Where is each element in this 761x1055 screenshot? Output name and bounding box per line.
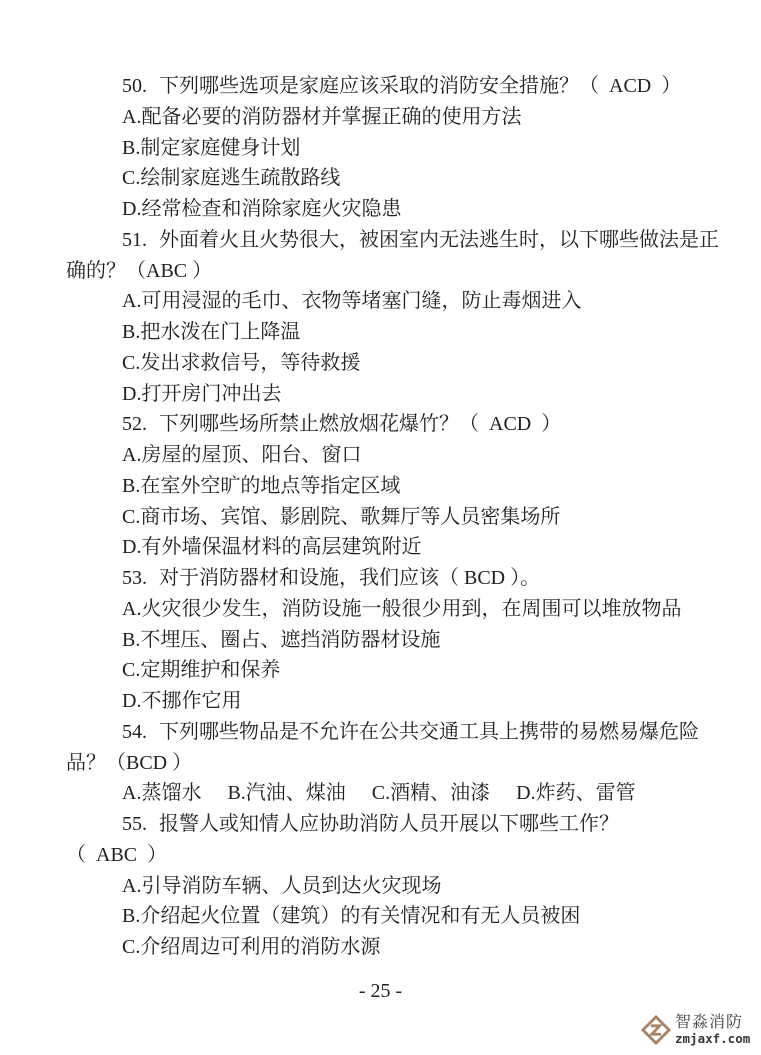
option-line: C.发出求救信号，等待救援: [122, 351, 361, 374]
question-stem-continuation: （ ABC ）: [66, 843, 168, 866]
question-block-54: [66, 717, 699, 809]
option-line: D.有外墙保温材料的高层建筑附近: [122, 536, 422, 559]
page-number: - 25 -: [358, 980, 403, 1002]
question-stem-text: 下列哪些物品是不允许在公共交通工具上携带的易燃易爆危险: [159, 720, 699, 743]
question-stem-text: 报警人或知情人应协助消防人员开展以下哪些工作？: [159, 813, 619, 835]
option-line: D.不挪作它用: [122, 690, 242, 712]
option-line: B.在室外空旷的地点等指定区域: [122, 474, 401, 497]
option-item: C.酒精、油漆: [371, 782, 491, 805]
question-number: 53.: [122, 567, 147, 589]
option-line: B.不埋压、圈占、遮挡消防器材设施: [122, 628, 441, 651]
option-line: A.可用浸湿的毛巾、衣物等堵塞门缝，防止毒烟进入: [122, 290, 582, 313]
option-line: C.绘制家庭逃生疏散路线: [122, 167, 341, 190]
brand-text: [675, 1014, 750, 1046]
option-item: D.炸药、雷管: [516, 782, 636, 805]
option-row: [66, 778, 695, 809]
question-stem: [66, 225, 719, 256]
option-line: A.引导消防车辆、人员到达火灾现场: [122, 874, 442, 897]
question-stem-text: 下列哪些选项是家庭应该采取的消防安全措施？（ ACD ）: [159, 75, 682, 97]
diamond-z-logo-icon: [641, 1014, 671, 1046]
question-number: 52.: [122, 413, 147, 436]
option-line: B.把水泼在门上降温: [122, 321, 301, 343]
brand-name: 智淼消防: [675, 1014, 744, 1031]
brand-site: zmjaxf.com: [675, 1031, 751, 1046]
option-line: C.定期维护和保养: [122, 659, 281, 682]
question-stem: [66, 809, 695, 840]
question-stem-continuation: 品？（BCD ）: [66, 751, 193, 774]
option-line: B.介绍起火位置（建筑）的有关情况和有无人员被困: [122, 905, 581, 928]
question-stem-continuation: 确的？（ABC ）: [66, 259, 213, 282]
option-item: A.蒸馏水: [122, 782, 202, 805]
option-line: A.配备必要的消防器材并掌握正确的使用方法: [122, 105, 522, 128]
option-line: D.打开房门冲出去: [122, 382, 282, 405]
option-item: B.汽油、煤油: [227, 782, 346, 805]
question-stem-text: 外面着火且火势很大，被困室内无法逃生时，以下哪些做法是正: [159, 228, 719, 251]
option-line: B.制定家庭健身计划: [122, 136, 301, 159]
question-block-52: [66, 409, 695, 563]
option-line: A.房屋的屋顶、阳台、窗口: [122, 444, 362, 466]
question-stem: [66, 563, 695, 594]
question-number: 54.: [122, 720, 147, 743]
option-line: C.介绍周边可利用的消防水源: [122, 936, 381, 958]
question-block-50: [66, 71, 695, 225]
document-page: [66, 71, 719, 963]
question-number: 51.: [122, 228, 147, 251]
question-stem: [66, 717, 699, 748]
question-block-55: [66, 809, 695, 963]
question-number: 50.: [122, 75, 147, 97]
question-stem-text: 下列哪些场所禁止燃放烟花爆竹？（ ACD ）: [159, 413, 562, 436]
question-block-51: [66, 225, 719, 410]
option-line: D.经常检查和消除家庭火灾隐患: [122, 198, 402, 220]
question-stem: [66, 71, 695, 102]
brand-watermark: [641, 1014, 750, 1046]
option-line: A.火灾很少发生，消防设施一般很少用到，在周围可以堆放物品: [122, 597, 682, 620]
question-stem-text: 对于消防器材和设施，我们应该（ BCD ）。: [159, 567, 541, 589]
question-block-53: [66, 563, 695, 717]
question-number: 55.: [122, 813, 147, 835]
option-line: C.商市场、宾馆、影剧院、歌舞厅等人员密集场所: [122, 505, 561, 528]
question-stem: [66, 409, 695, 440]
